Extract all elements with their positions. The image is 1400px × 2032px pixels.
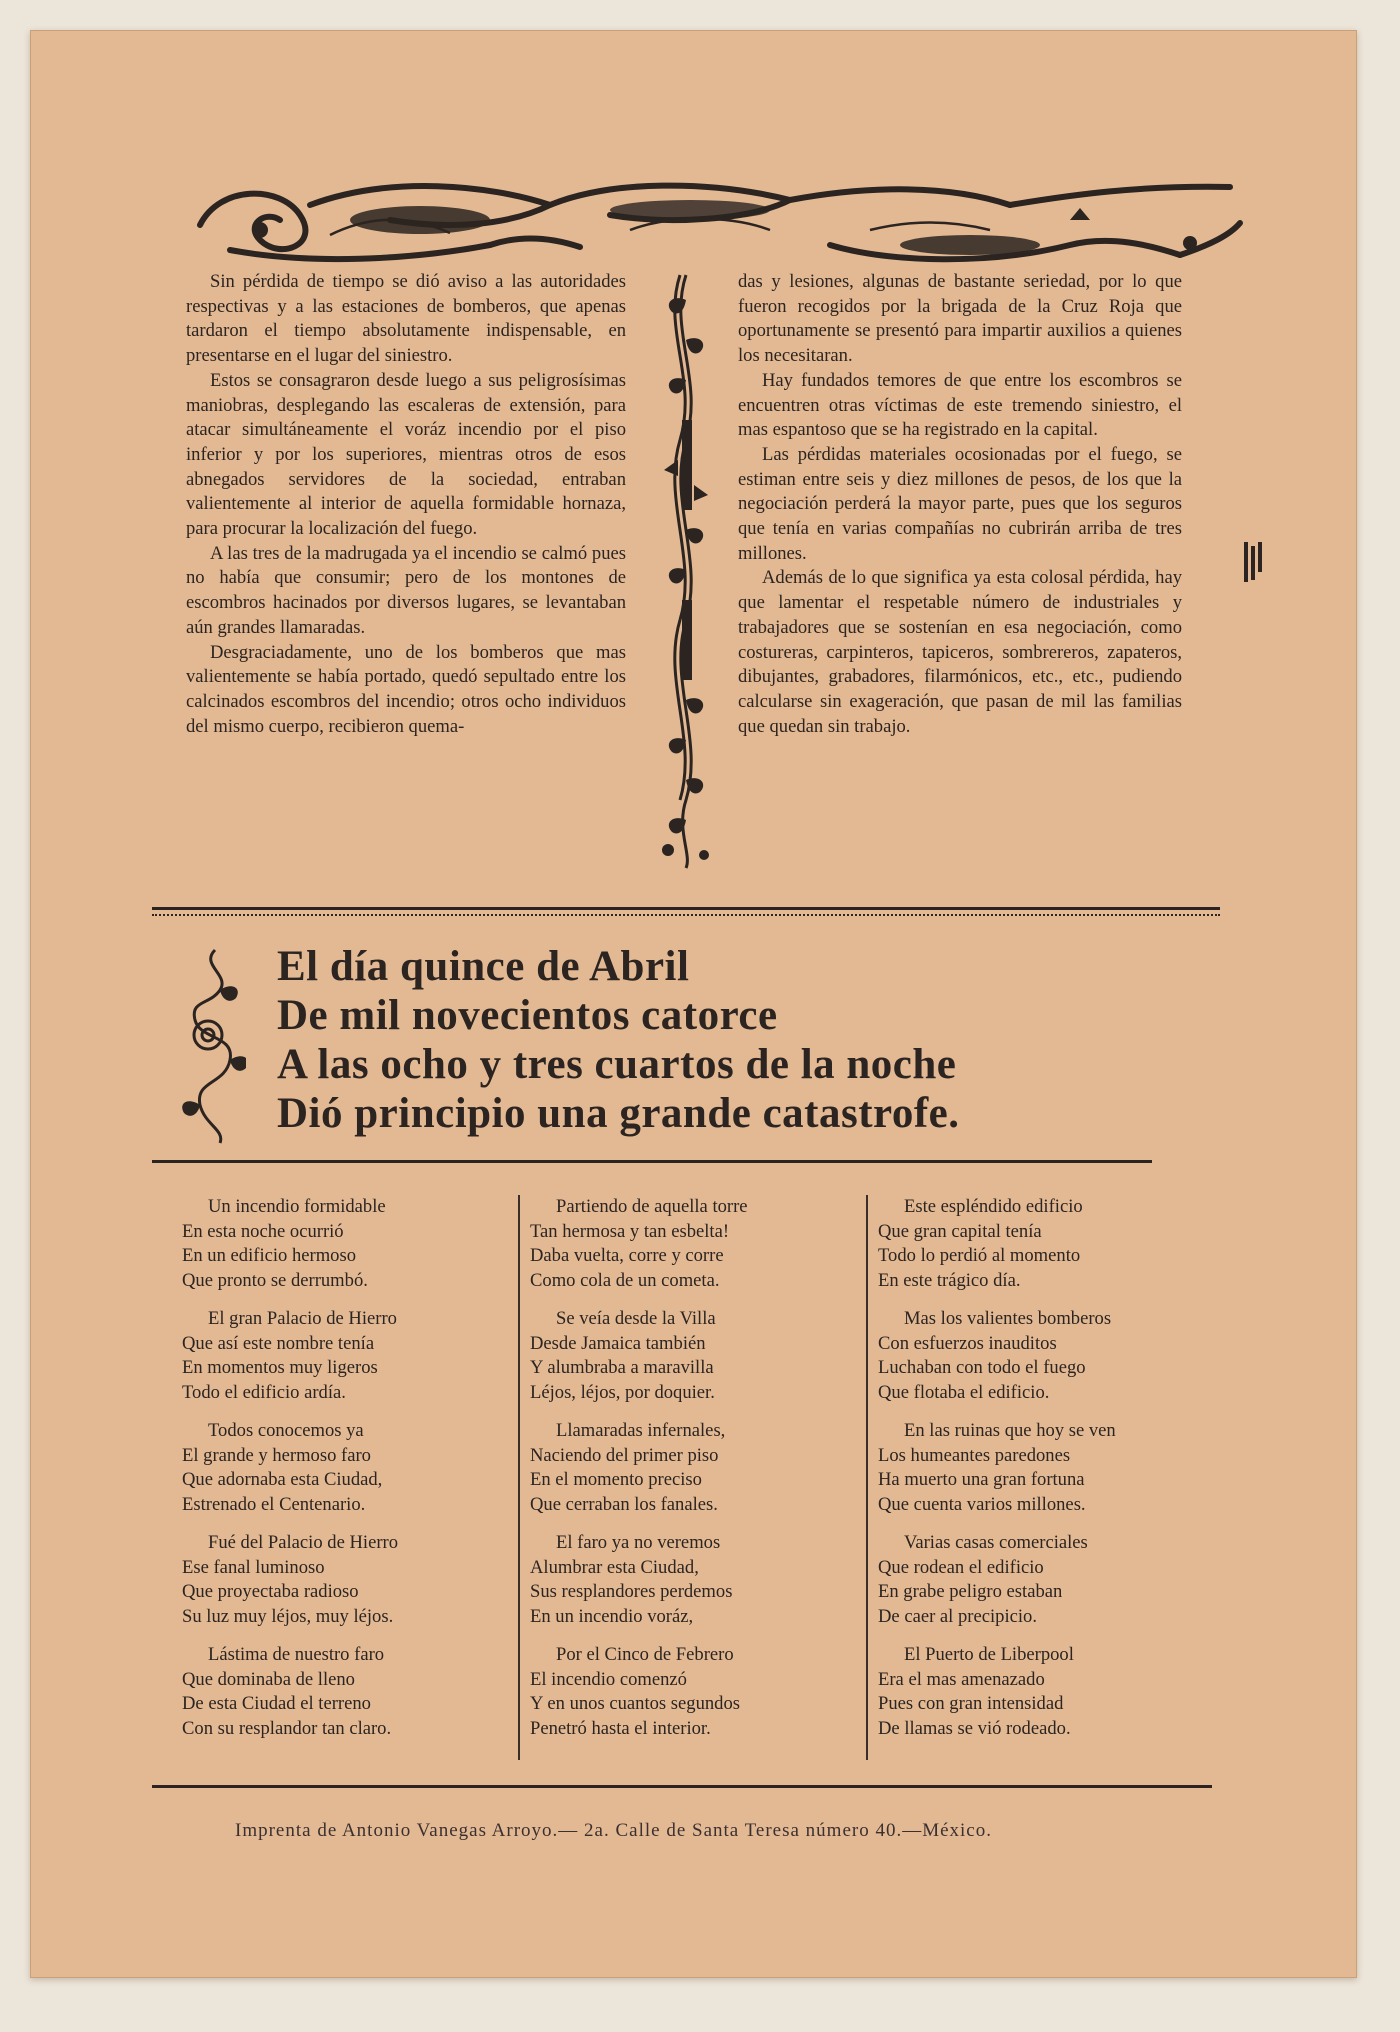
article-paragraph: Las pérdidas materiales ocosionadas por el fuego, se estiman entre seis y diez millones de pesos, de los que la negociación perderá la mayor parte, pues que los seguros que tenía en varias compañías no cubrirán arriba de tres millones.: [738, 443, 1182, 564]
divider-rule: [152, 1785, 1212, 1788]
article-paragraph: A las tres de la madrugada ya el incendio se calmó pues no había que consumir; pero de los montones de escombros hacinados por diversos lugares, se levantaban aún grandes llamaradas.: [186, 542, 626, 638]
verse-line: De llamas se vió rodeado.: [878, 1717, 1071, 1739]
verse-line: Un incendio formidable: [208, 1196, 386, 1217]
verse-line: Como cola de un cometa.: [530, 1269, 720, 1291]
verse-line: Que rodean el edificio: [878, 1556, 1044, 1578]
verse-line: Que cerraban los fanales.: [530, 1493, 718, 1515]
verse-line: En el momento preciso: [530, 1469, 702, 1490]
verse-line: Partiendo de aquella torre: [556, 1196, 748, 1217]
article-right-column: [738, 270, 1182, 739]
verse-line: Con esfuerzos inauditos: [878, 1332, 1057, 1354]
verse-line: Alumbrar esta Ciudad,: [530, 1556, 699, 1578]
article-paragraph: Estos se consagraron desde luego a sus peligrosísimas maniobras, desplegando las escaleras de extensión, para atacar simultáneamente el voráz incendio por el piso inferior y por los superiores, mientras otros de esos abnegados servidores de la sociedad, entraban valientemente al interior de aquella formidable hornaza, para procurar la localización del fuego.: [186, 369, 626, 540]
verse-stanza: [182, 1531, 512, 1629]
verse-line: Varias casas comerciales: [904, 1532, 1088, 1553]
verse-line: Llamaradas infernales,: [556, 1420, 726, 1441]
verse-stanza: [182, 1419, 512, 1517]
verse-line: Fué del Palacio de Hierro: [208, 1532, 399, 1553]
verse-line: En grabe peligro estaban: [878, 1581, 1063, 1602]
verse-stanza: [878, 1531, 1208, 1629]
verse-line: Que así este nombre tenía: [182, 1332, 375, 1354]
verse-stanza: [530, 1419, 860, 1517]
verse-line: Lástima de nuestro faro: [208, 1644, 385, 1665]
verse-stanza: [530, 1307, 860, 1405]
verse-line: Todos conocemos ya: [208, 1420, 364, 1441]
article-left-column: [186, 270, 626, 739]
verse-line: Todo el edificio ardía.: [182, 1381, 346, 1403]
verse-stanza: [878, 1643, 1208, 1741]
broadside-sheet: [30, 30, 1357, 1978]
verse-line: Sus resplandores perdemos: [530, 1581, 733, 1602]
printer-imprint: Imprenta de Antonio Vanegas Arroyo.— 2a. Calle de Santa Teresa número 40.—México.: [235, 1820, 992, 1841]
verse-line: En este trágico día.: [878, 1269, 1021, 1291]
article-paragraph: das y lesiones, algunas de bastante seriedad, por lo que fueron recogidos por la brigada de la Cruz Roja que oportunamente se presentó para impartir auxilios a quienes los necesitaran.: [738, 271, 1182, 367]
heading-line: El día quince de Abril: [277, 943, 690, 990]
verse-line: Estrenado el Centenario.: [182, 1493, 366, 1515]
column-divider: [518, 1195, 520, 1760]
verse-line: Y en unos cuantos segundos: [530, 1693, 741, 1714]
verse-stanza: [182, 1195, 512, 1293]
divider-rule: [152, 907, 1220, 910]
verse-line: Era el mas amenazado: [878, 1668, 1045, 1690]
article-paragraph: Desgraciadamente, uno de los bomberos que mas valientemente se había portado, quedó sepultado entre los calcinados escombros del incendio; otros ocho individuos del mismo cuerpo, recibieron quema-: [186, 641, 626, 737]
verse-line: En un edificio hermoso: [182, 1245, 357, 1266]
verse-line: El grande y hermoso faro: [182, 1444, 371, 1466]
verse-line: Que gran capital tenía: [878, 1220, 1042, 1242]
article-paragraph: Sin pérdida de tiempo se dió aviso a las autoridades respectivas y a las estaciones de bomberos, que apenas tardaron el tiempo absolutamente indispensable, en presentarse en el lugar del siniestro.: [186, 271, 626, 367]
verse-stanza: [182, 1307, 512, 1405]
verse-line: Que pronto se derrumbó.: [182, 1269, 368, 1291]
heading-line: Dió principio una grande catastrofe.: [277, 1090, 960, 1137]
article-paragraph: Hay fundados temores de que entre los escombros se encuentren otras víctimas de este tremendo siniestro, el mas espantoso que se ha registrado en la capital.: [738, 369, 1182, 441]
verse-line: Mas los valientes bomberos: [904, 1308, 1112, 1329]
verse-line: Ha muerto una gran fortuna: [878, 1469, 1085, 1490]
verse-line: El faro ya no veremos: [556, 1532, 721, 1553]
verse-line: De esta Ciudad el terreno: [182, 1693, 371, 1714]
verse-line: Daba vuelta, corre y corre: [530, 1245, 724, 1266]
verse-line: Penetró hasta el interior.: [530, 1717, 711, 1739]
verse-line: Que proyectaba radioso: [182, 1581, 359, 1602]
verse-line: Pues con gran intensidad: [878, 1693, 1064, 1714]
verse-stanza: [878, 1419, 1208, 1517]
verse-line: En momentos muy ligeros: [182, 1357, 378, 1378]
verse-line: De caer al precipicio.: [878, 1605, 1037, 1627]
divider-rule: [152, 914, 1220, 916]
verse-line: Que adornaba esta Ciudad,: [182, 1469, 383, 1490]
verse-stanza: [182, 1643, 512, 1741]
verse-column-1: [182, 1195, 512, 1755]
verse-line: Desde Jamaica también: [530, 1332, 706, 1354]
verse-line: En un incendio voráz,: [530, 1605, 694, 1627]
main-heading: [277, 942, 1237, 1138]
verse-line: En las ruinas que hoy se ven: [904, 1420, 1116, 1441]
verse-line: Y alumbraba a maravilla: [530, 1357, 714, 1378]
article-paragraph: Además de lo que significa ya esta colosal pérdida, hay que lamentar el respetable número de industriales y trabajadores que se sostenían en esa negociación, como costureras, carpinteros, tapiceros, sombrereros, zapateros, dibujantes, grabadores, filarmónicos, etc., etc., pudiendo calcularse sin exageración, que pasan de mil las familias que quedan sin trabajo.: [738, 567, 1182, 737]
verse-line: Que cuenta varios millones.: [878, 1493, 1086, 1515]
verse-stanza: [530, 1643, 860, 1741]
verse-stanza: [530, 1195, 860, 1293]
verse-stanza: [530, 1531, 860, 1629]
flourish-ornament-icon: [180, 945, 246, 1145]
heading-line: A las ocho y tres cuartos de la noche: [277, 1041, 957, 1088]
divider-rule: [152, 1160, 1152, 1163]
printers-mark-icon: [1240, 538, 1266, 588]
verse-line: Los humeantes paredones: [878, 1444, 1071, 1466]
verse-line: El gran Palacio de Hierro: [208, 1308, 397, 1329]
verse-line: Ese fanal luminoso: [182, 1556, 325, 1578]
column-divider: [866, 1195, 868, 1760]
scrollwork-banner-icon: [190, 175, 1250, 270]
verse-line: Por el Cinco de Febrero: [556, 1644, 734, 1665]
verse-line: Naciendo del primer piso: [530, 1444, 719, 1466]
verse-line: Léjos, léjos, por doquier.: [530, 1381, 715, 1403]
verse-line: Que dominaba de lleno: [182, 1668, 355, 1690]
verse-line: Que flotaba el edificio.: [878, 1381, 1050, 1403]
verse-stanza: [878, 1195, 1208, 1293]
verse-line: Todo lo perdió al momento: [878, 1245, 1081, 1266]
verse-line: Con su resplandor tan claro.: [182, 1717, 392, 1739]
floral-vine-divider-icon: [658, 270, 714, 870]
verse-line: Tan hermosa y tan esbelta!: [530, 1220, 730, 1242]
verse-line: El incendio comenzó: [530, 1668, 687, 1690]
verse-stanza: [878, 1307, 1208, 1405]
verse-column-2: [530, 1195, 860, 1755]
verse-column-3: [878, 1195, 1208, 1755]
verse-line: Se veía desde la Villa: [556, 1308, 716, 1329]
verse-line: El Puerto de Liberpool: [904, 1644, 1074, 1665]
verse-line: Este espléndido edificio: [904, 1196, 1083, 1217]
verse-line: Su luz muy léjos, muy léjos.: [182, 1605, 394, 1627]
verse-line: En esta noche ocurrió: [182, 1220, 344, 1242]
verse-line: Luchaban con todo el fuego: [878, 1357, 1086, 1378]
heading-line: De mil novecientos catorce: [277, 992, 778, 1039]
